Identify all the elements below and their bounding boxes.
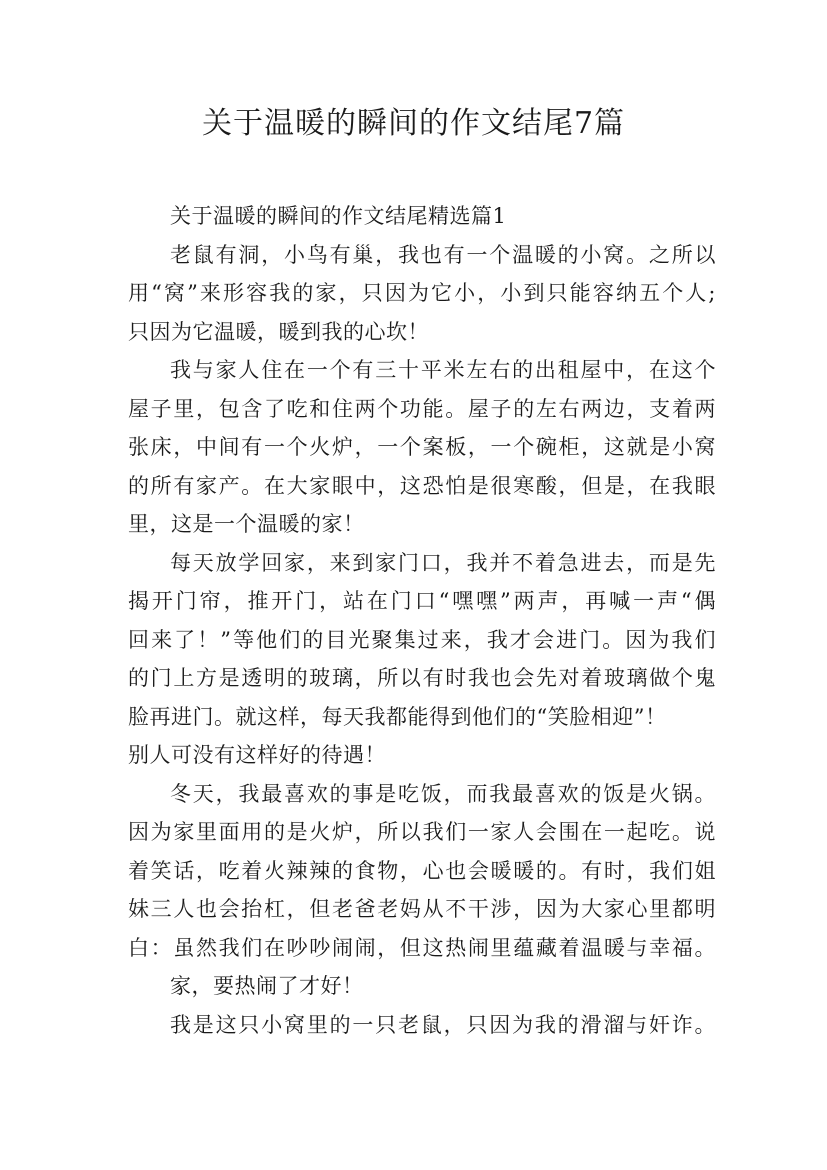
text-line: 每天放学回家，来到家门口，我并不着急进去，而是先 (170, 550, 716, 575)
text-line: 里，这是一个温暖的家！ (128, 512, 365, 536)
text-line: 张床，中间有一个火炉，一个案板，一个碗柜，这就是小窝 (128, 435, 716, 459)
text-line: 只因为它温暖，暖到我的心坎！ (128, 319, 429, 344)
document-body (128, 197, 716, 1044)
text-line: 我是这只小窝里的一只老鼠，只因为我的滑溜与奸诈。 (170, 1012, 716, 1037)
text-line: 家，要热闹了才好！ (170, 974, 364, 998)
document-title: 关于温暖的瞬间的作文结尾7篇 (201, 106, 626, 141)
text-line: 屋子里，包含了吃和住两个功能。屋子的左右两边，支着两 (128, 396, 716, 421)
text-line: 白：虽然我们在吵吵闹闹，但这热闹里蕴藏着温暖与幸福。 (128, 935, 716, 960)
text-line: 别人可没有这样好的待遇！ (128, 743, 386, 767)
text-line: 老鼠有洞，小鸟有巢，我也有一个温暖的小窝。之所以 (170, 242, 716, 267)
text-line: 揭开门帘，推开门，站在门口“嘿嘿”两声，再喊一声“偶 (128, 589, 716, 613)
text-line: 脸再进门。就这样，每天我都能得到他们的“笑脸相迎”！ (128, 704, 667, 729)
text-line: 冬天，我最喜欢的事是吃饭，而我最喜欢的饭是火锅。 (170, 781, 716, 806)
text-line: 因为家里面用的是火炉，所以我们一家人会围在一起吃。说 (128, 820, 716, 844)
text-line: 用“窝”来形容我的家，只因为它小，小到只能容纳五个人; (128, 281, 716, 305)
text-line: 回来了！”等他们的目光聚集过来，我才会进门。因为我们 (128, 627, 716, 652)
section-heading: 关于温暖的瞬间的作文结尾精选篇1 (170, 204, 507, 228)
text-line: 的所有家产。在大家眼中，这恐怕是很寒酸，但是，在我眼 (128, 473, 716, 498)
text-line: 我与家人住在一个有三十平米左右的出租屋中，在这个 (170, 358, 716, 382)
text-line: 妹三人也会抬杠，但老爸老妈从不干涉，因为大家心里都明 (128, 897, 716, 921)
text-line: 的门上方是透明的玻璃，所以有时我也会先对着玻璃做个鬼 (128, 666, 716, 690)
text-line: 着笑话，吃着火辣辣的食物，心也会暖暖的。有时，我们姐 (128, 858, 716, 883)
